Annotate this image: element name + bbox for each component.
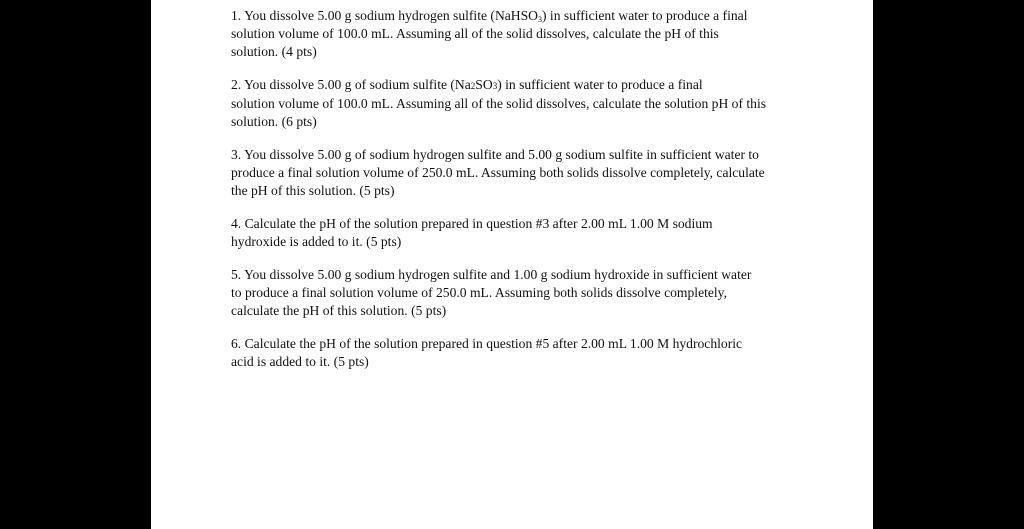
formula-subscript: 2 bbox=[470, 81, 476, 91]
question-2-line-2: solution volume of 100.0 mL. Assuming all of the solid dissolves, calculate the solution pH of this bbox=[231, 96, 767, 111]
question-4-line-1: 4. Calculate the pH of the solution prepared in question #3 after 2.00 mL 1.00 M sodium bbox=[231, 216, 713, 231]
question-3 bbox=[231, 146, 811, 200]
formula-subscript: 3 bbox=[538, 15, 542, 24]
question-1 bbox=[231, 7, 811, 61]
question-3-line-2: produce a final solution volume of 250.0 mL. Assuming both solids dissolve completely, calculate bbox=[231, 165, 765, 180]
formula-subscript: 3 bbox=[492, 81, 498, 91]
question-2-line-3: solution. (6 pts) bbox=[231, 114, 317, 129]
question-2-line-1: 2. You dissolve 5.00 g of sodium sulfite (Na2SO3) in sufficient water to produce a final bbox=[231, 77, 703, 92]
question-list bbox=[231, 7, 811, 386]
question-4 bbox=[231, 215, 811, 251]
question-5-line-3: calculate the pH of this solution. (5 pts) bbox=[231, 303, 447, 318]
question-3-line-3: the pH of this solution. (5 pts) bbox=[231, 183, 395, 198]
question-2 bbox=[231, 76, 811, 131]
question-1-line-1: 1. You dissolve 5.00 g sodium hydrogen sulfite (NaHSO$_3$) in sufficient water to produce a final bbox=[231, 8, 748, 24]
question-1-line-3: solution. (4 pts) bbox=[231, 44, 317, 59]
question-6-line-1: 6. Calculate the pH of the solution prepared in question #5 after 2.00 mL 1.00 M hydrochloric bbox=[231, 336, 743, 351]
question-4-line-2: hydroxide is added to it. (5 pts) bbox=[231, 234, 402, 249]
question-6 bbox=[231, 335, 811, 371]
question-6-line-2: acid is added to it. (5 pts) bbox=[231, 354, 369, 369]
question-5-line-2: to produce a final solution volume of 250.0 mL. Assuming both solids dissolve completely, bbox=[231, 285, 727, 300]
question-5-line-1: 5. You dissolve 5.00 g sodium hydrogen sulfite and 1.00 g sodium hydroxide in sufficient water bbox=[231, 267, 752, 282]
question-1-line-2: solution volume of 100.0 mL. Assuming all of the solid dissolves, calculate the pH of this bbox=[231, 26, 719, 41]
question-5 bbox=[231, 266, 811, 320]
document-page bbox=[151, 0, 873, 529]
question-3-line-1: 3. You dissolve 5.00 g of sodium hydrogen sulfite and 5.00 g sodium sulfite in sufficient water to bbox=[231, 147, 759, 162]
